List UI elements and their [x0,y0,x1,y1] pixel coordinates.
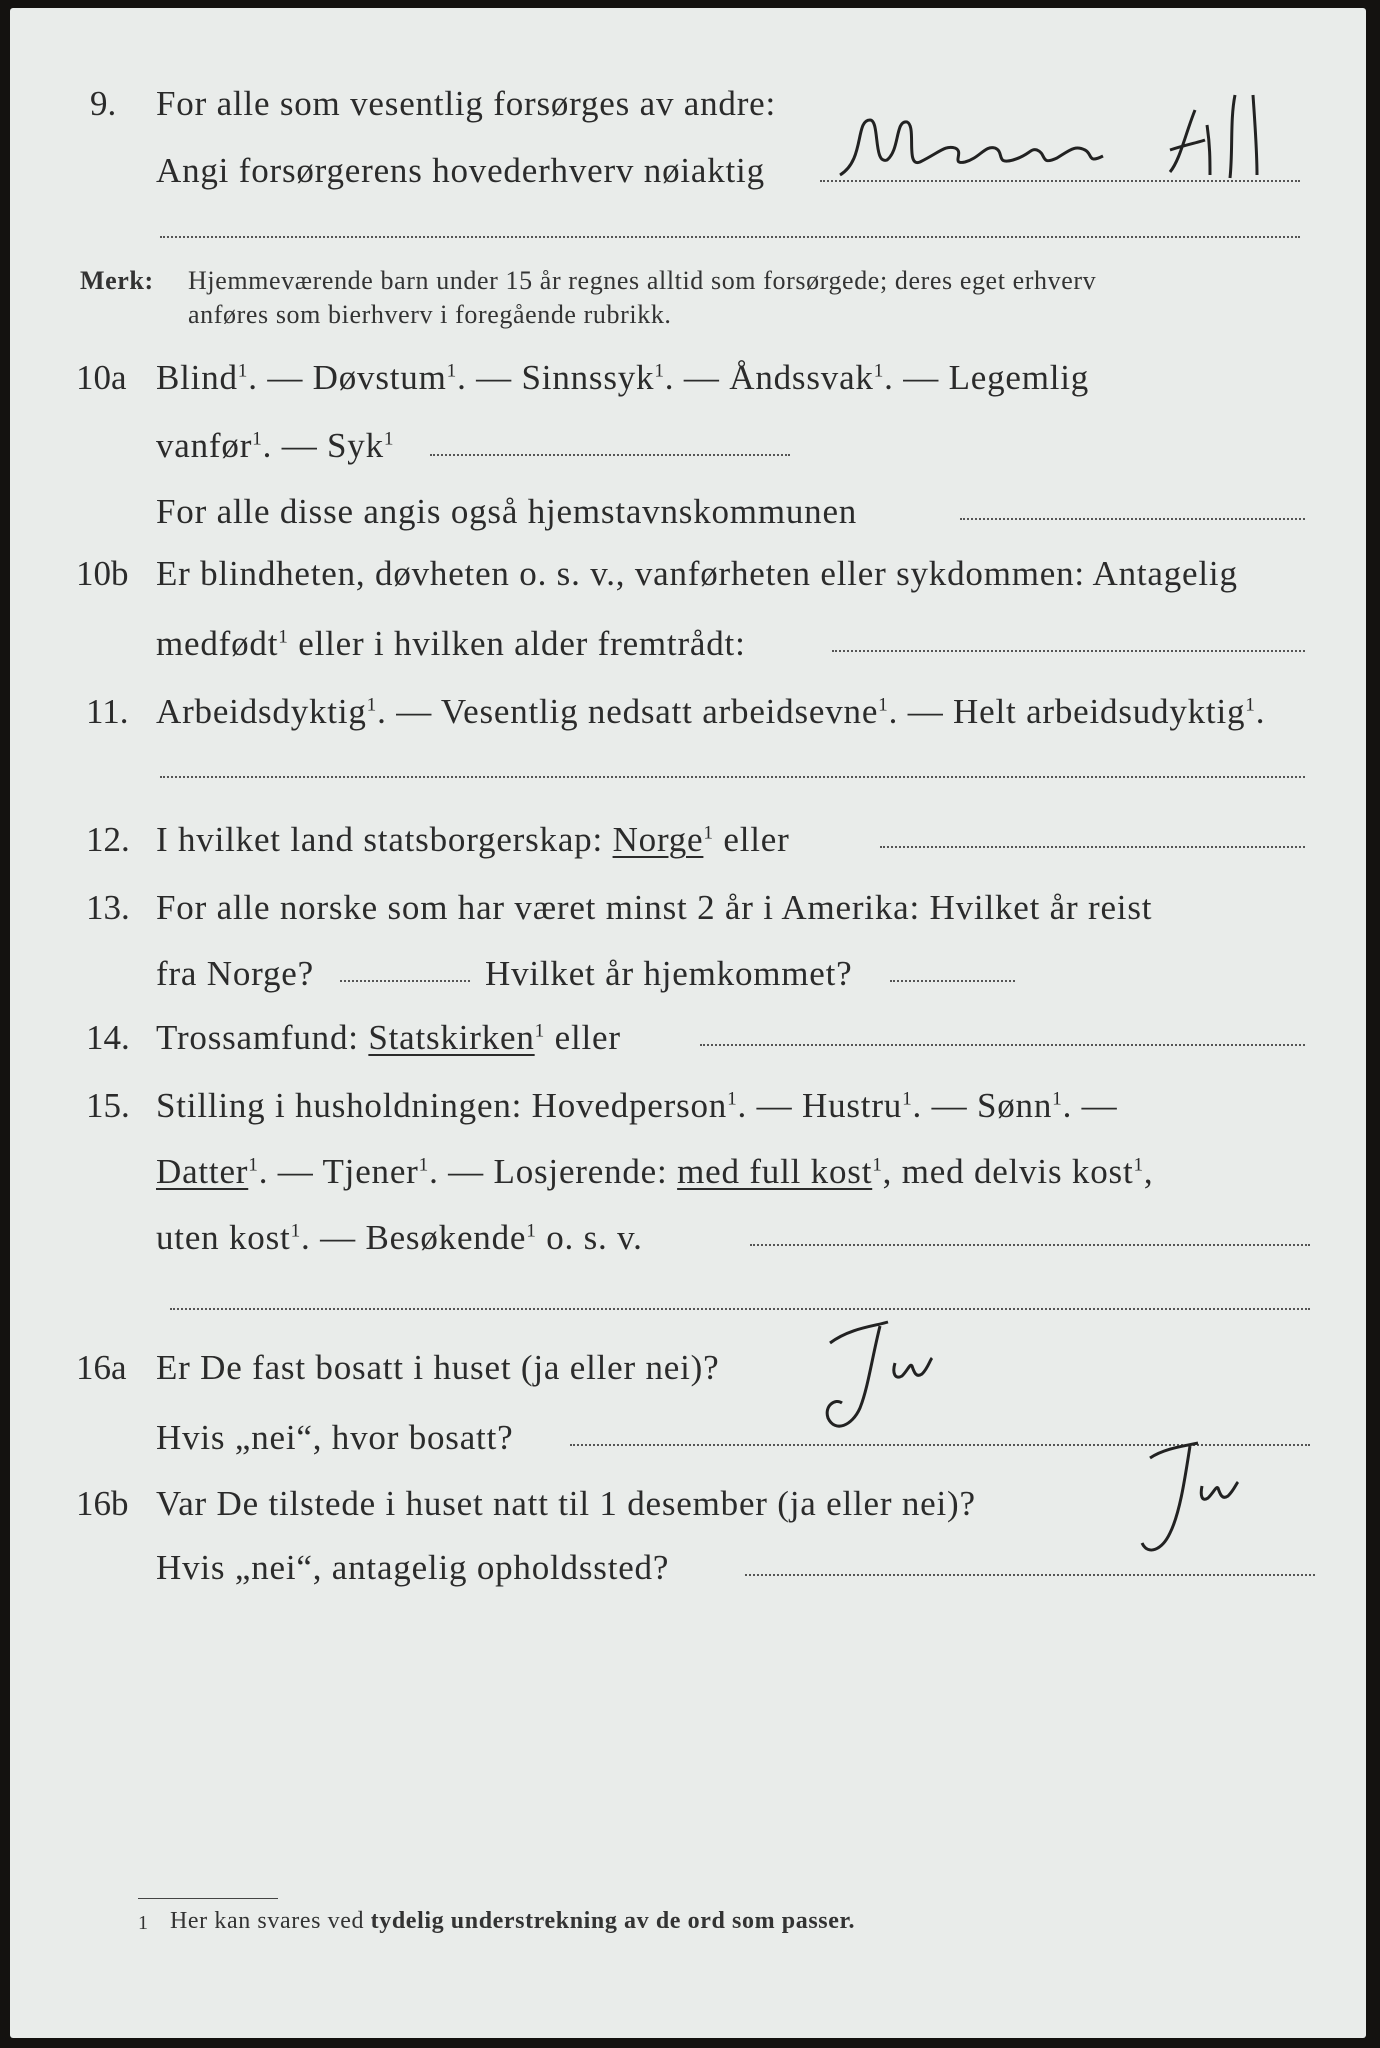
q14-answer-line [700,1044,1305,1046]
q15-line1: Stilling i husholdningen: Hovedperson$^1$. — Hustru$^1$. — Sønn$^1$. — [156,1086,1118,1125]
q11-number: 11. [86,692,129,731]
q10a-line3: For alle disse angis også hjemstavnskommunen [156,492,858,531]
merk-label: Merk: [80,266,154,295]
q9-number: 9. [90,84,117,123]
q15-answer-line [750,1244,1310,1246]
q12-number: 12. [86,820,130,859]
q9-extra-line [160,236,1300,238]
q9-line2: Angi forsørgerens hovederhverv nøiaktig [156,151,765,190]
q10b-answer-line [832,650,1305,652]
q14-line1: Trossamfund: Statskirken$^1$ eller [156,1018,621,1057]
q9-handwritten-answer [825,90,1305,185]
q12-norge-underlined: Norge [612,820,704,859]
merk-line2: anføres som bierhverv i foregående rubrikk. [188,300,672,329]
q15-line3: uten kost$^1$. — Besøkende$^1$ o. s. v. [156,1218,643,1257]
q10b-line2: medfødt$^1$ eller i hvilken alder fremtrådt: [156,624,746,663]
q16b-line2: Hvis „nei“, antagelig opholdssted? [156,1548,670,1587]
q16b-number: 16b [76,1484,129,1523]
footnote-number: 1 [138,1912,149,1934]
q10a-kommune-line [960,518,1305,520]
q15-med-full-kost-underlined: med full kost [677,1152,873,1191]
q13-w2: Hvilket år hjemkommet? [485,954,853,993]
q16a-line2: Hvis „nei“, hvor bosatt? [156,1418,514,1457]
footnote-text: Her kan svares ved tydelig understrekning av de ord som passer. [170,1908,856,1934]
q13-reist-line [340,980,470,982]
q16b-handwritten-answer [1130,1438,1290,1568]
census-form-page [10,8,1366,2038]
q10b-number: 10b [76,554,129,593]
q15-datter: Datter [156,1152,249,1191]
q15-number: 15. [86,1086,130,1125]
q9-line1: For alle som vesentlig forsørges av andre: [156,84,777,123]
q10a-line2: vanfør$^1$. — Syk$^1$ [156,426,395,465]
merk-line1: Hjemmeværende barn under 15 år regnes alltid som forsørgede; deres eget erhverv [188,266,1097,295]
footnote-rule [138,1898,278,1899]
q12-answer-line [880,846,1305,848]
q13-w1: fra Norge? [156,954,314,993]
q15-extra-line [170,1308,1310,1310]
q12-line1: I hvilket land statsborgerskap: Norge$^1$ eller [156,820,790,859]
q16a-number: 16a [76,1348,127,1387]
q14-statskirken-underlined: Statskirken [368,1018,535,1057]
q16a-handwritten-answer [810,1308,1010,1448]
q13-hjemkommet-line [890,980,1015,982]
q10a-syk-line [430,454,790,456]
q10a-number: 10a [76,358,127,397]
q10a-line1: Blind$^1$. — Døvstum$^1$. — Sinnssyk$^1$. — Åndssvak$^1$. — Legemlig [156,358,1090,397]
q11-line1: Arbeidsdyktig$^1$. — Vesentlig nedsatt arbeidsevne$^1$. — Helt arbeidsudyktig$^1$. [156,692,1266,731]
q16a-line1: Er De fast bosatt i huset (ja eller nei)? [156,1348,720,1387]
q14-number: 14. [86,1018,130,1057]
q16b-line1: Var De tilstede i huset natt til 1 desember (ja eller nei)? [156,1484,976,1523]
q10b-line1: Er blindheten, døvheten o. s. v., vanførheten eller sykdommen: Antagelig [156,554,1238,593]
q16b-answer-line [745,1574,1315,1576]
q13-number: 13. [86,888,130,927]
q13-line1: For alle norske som har været minst 2 år i Amerika: Hvilket år reist [156,888,1153,927]
q15-line2: Datter$^1$. — Tjener$^1$. — Losjerende: med full kost$^1$, med delvis kost$^1$, [156,1152,1154,1191]
q11-extra-line [160,776,1305,778]
